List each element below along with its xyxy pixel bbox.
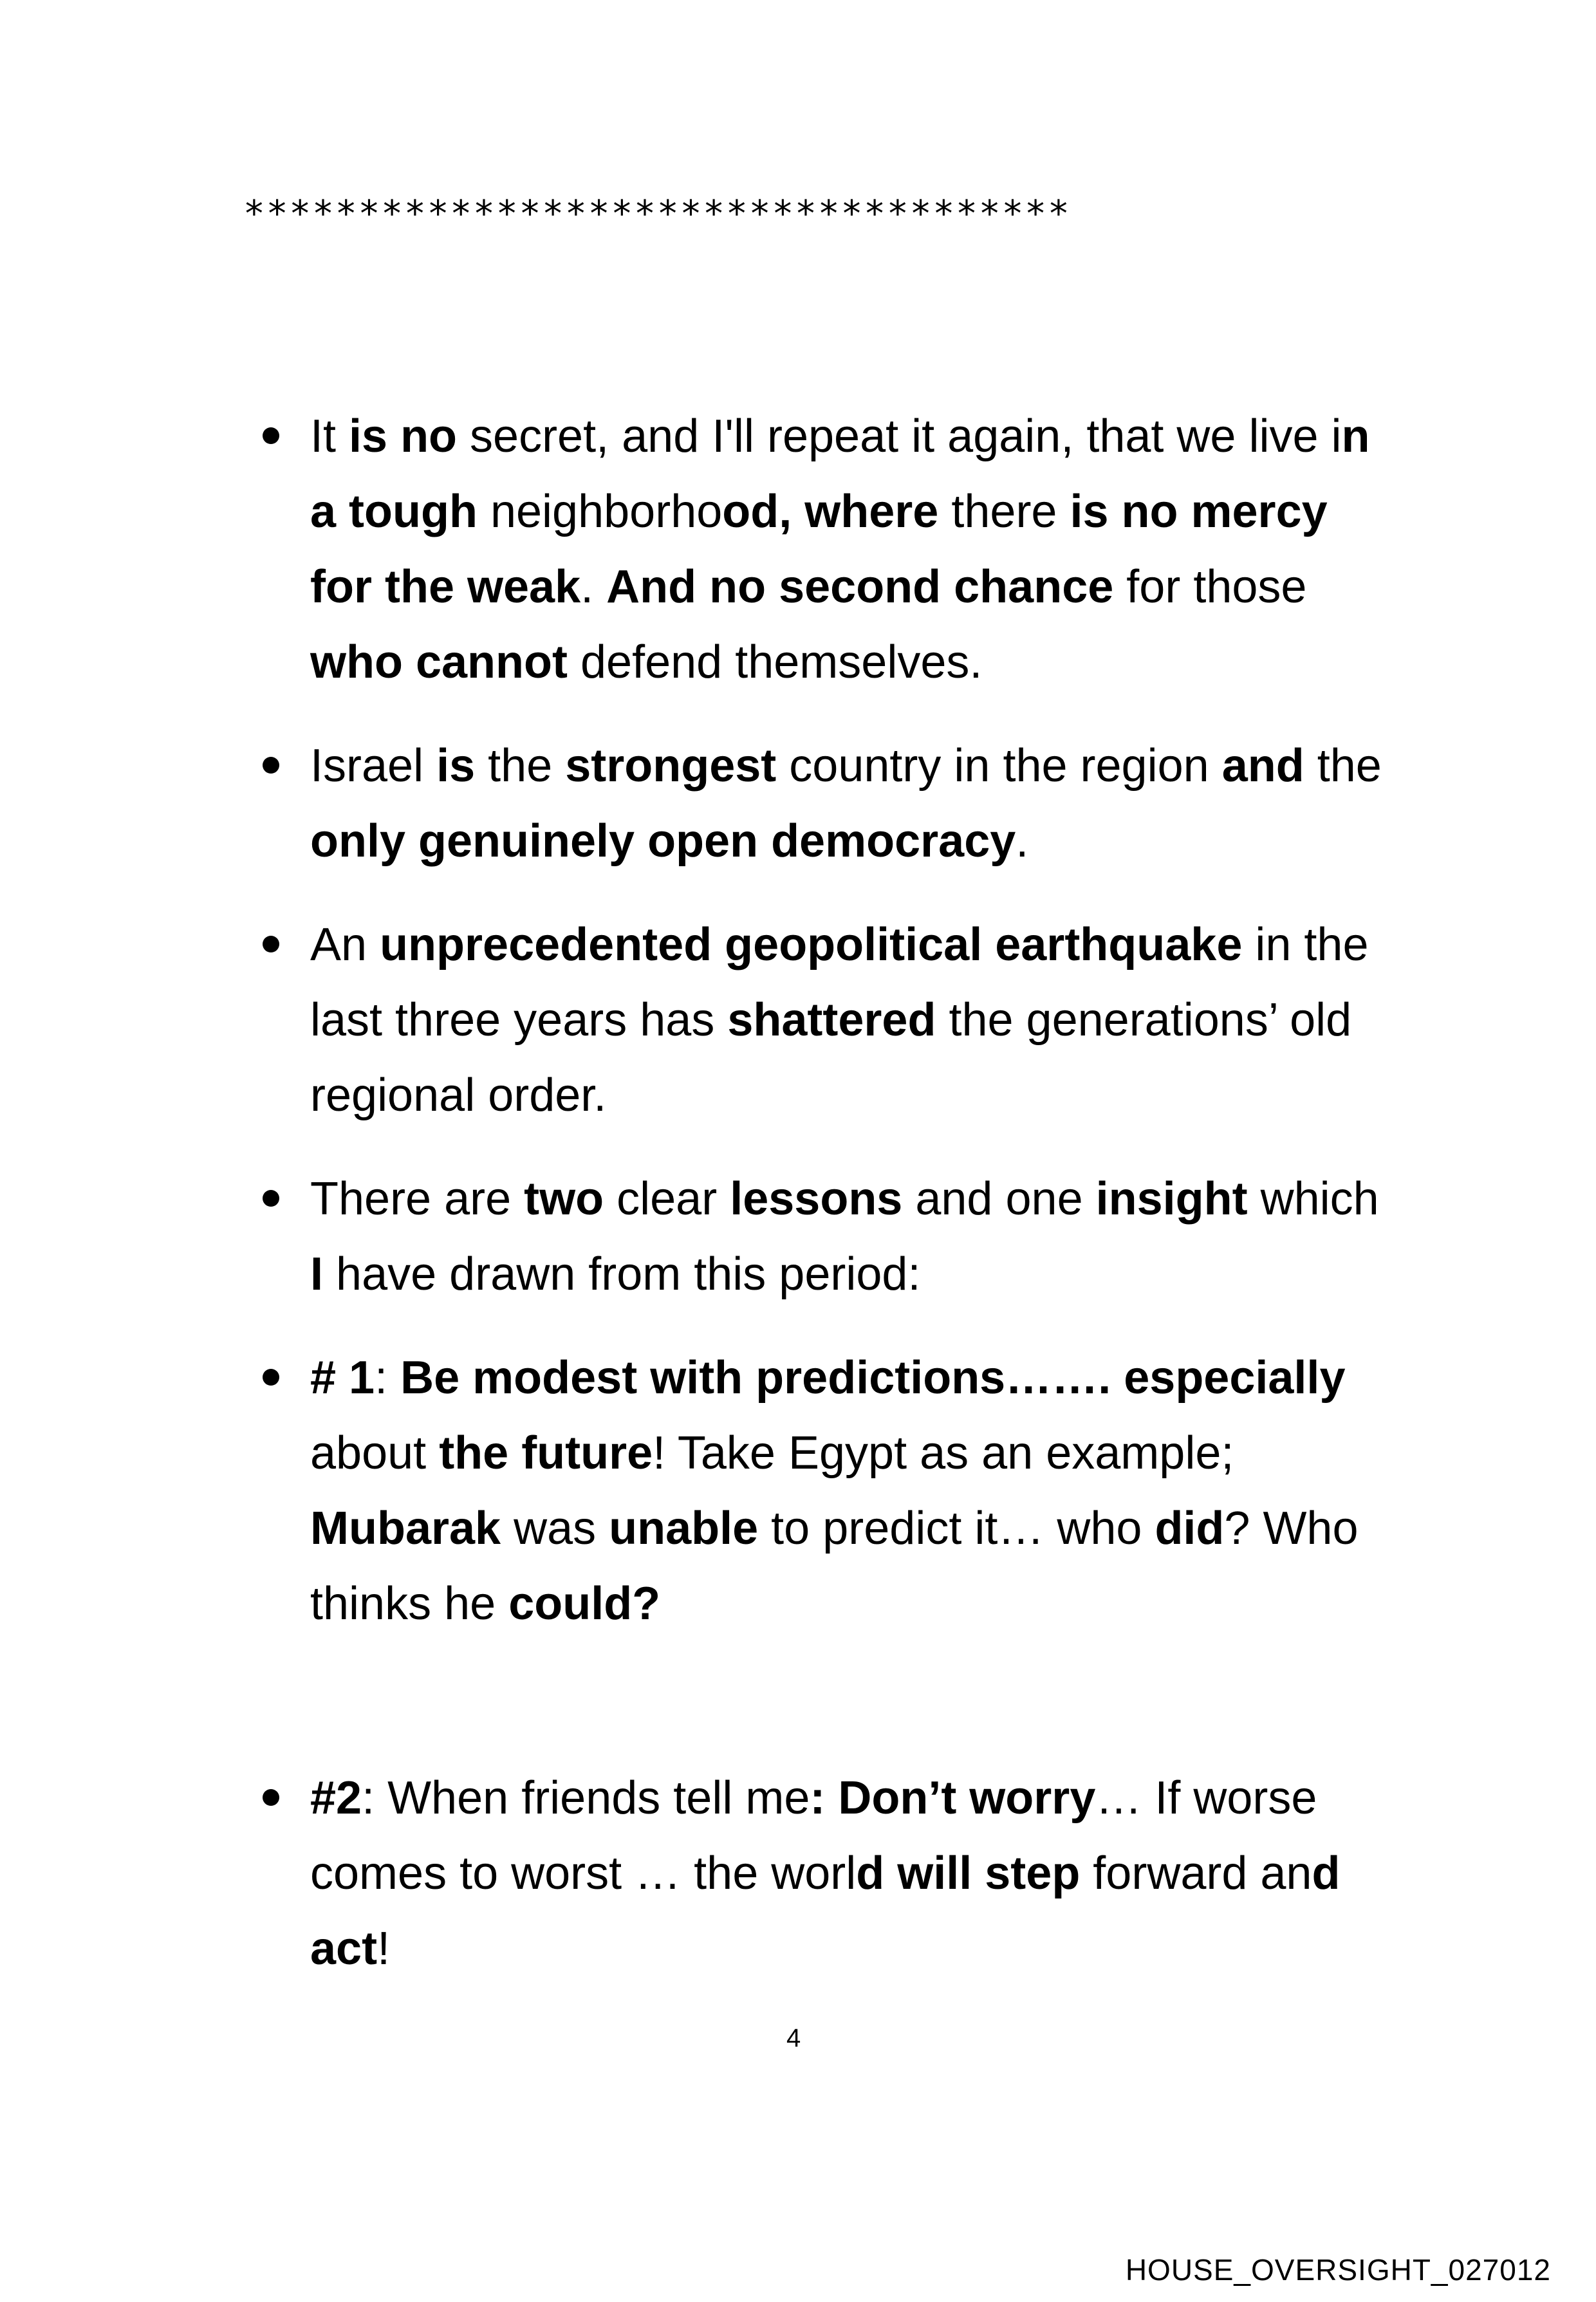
bold-segment: did bbox=[1155, 1503, 1225, 1554]
text-segment: neighborho bbox=[477, 486, 723, 537]
text-segment: : When friends tell me bbox=[362, 1772, 810, 1824]
text-segment: there bbox=[938, 486, 1070, 537]
text-segment: : bbox=[375, 1352, 401, 1404]
bold-segment: two bbox=[524, 1173, 604, 1225]
bold-segment: : Don’t worry bbox=[810, 1772, 1096, 1824]
bullet-dot-icon bbox=[263, 936, 279, 952]
text-segment: the bbox=[475, 740, 566, 792]
bold-segment: is no mercy for the weak bbox=[310, 486, 1328, 613]
bullet-text bbox=[310, 411, 1369, 688]
bullet-item-5 bbox=[257, 1341, 1390, 1642]
bold-segment: insight bbox=[1095, 1173, 1248, 1225]
text-segment: … If worse comes to worst … the worl bbox=[310, 1772, 1317, 1899]
bold-segment: is no bbox=[349, 411, 458, 462]
text-segment: which bbox=[1247, 1173, 1379, 1225]
bold-segment: unable bbox=[609, 1503, 759, 1554]
bullet-text bbox=[310, 919, 1369, 1121]
bold-segment: is bbox=[436, 740, 476, 792]
bullet-item-2 bbox=[257, 729, 1390, 879]
bullet-item-1 bbox=[257, 399, 1390, 700]
text-segment: country in the region bbox=[776, 740, 1222, 792]
text-segment: ! Take Egypt as an example; bbox=[653, 1427, 1234, 1479]
text-segment: clear bbox=[604, 1173, 730, 1225]
text-segment: ? Who thinks he bbox=[310, 1503, 1359, 1629]
bold-segment: od, where bbox=[722, 486, 939, 537]
text-segment: Israel bbox=[310, 740, 437, 792]
text-segment: defend themselves. bbox=[567, 636, 983, 688]
bold-segment: only genuinely open democracy bbox=[310, 815, 1016, 867]
bold-segment: could? bbox=[508, 1578, 661, 1629]
text-segment: was bbox=[501, 1503, 609, 1554]
text-segment: ! bbox=[377, 1923, 391, 1974]
text-segment: . bbox=[580, 561, 607, 613]
text-segment: in the last three years has bbox=[310, 919, 1369, 1046]
text-segment: forward an bbox=[1080, 1848, 1312, 1899]
bold-segment: Mubarak bbox=[310, 1503, 501, 1554]
bullet-dot-icon bbox=[263, 1789, 279, 1806]
bold-segment: and bbox=[1221, 740, 1304, 792]
bold-segment: shattered bbox=[727, 994, 936, 1046]
text-segment: An bbox=[310, 919, 380, 970]
bullet-text bbox=[310, 1352, 1359, 1629]
bullet-item-6 bbox=[257, 1761, 1390, 1987]
bullet-list bbox=[257, 399, 1390, 2015]
bold-segment: who cannot bbox=[310, 636, 568, 688]
text-segment: have drawn from this period: bbox=[323, 1248, 921, 1300]
bold-segment: unprecedented geopolitical earthquake bbox=[380, 919, 1243, 970]
bold-segment: n a tough bbox=[310, 411, 1370, 537]
bullet-dot-icon bbox=[263, 1369, 279, 1386]
text-segment: and one bbox=[902, 1173, 1096, 1225]
text-segment: It bbox=[310, 411, 349, 462]
bullet-text bbox=[310, 1173, 1379, 1300]
text-segment: to predict it… who bbox=[758, 1503, 1155, 1554]
bullet-dot-icon bbox=[263, 427, 279, 444]
bold-segment: d will step bbox=[856, 1848, 1081, 1899]
bold-segment: lessons bbox=[730, 1173, 903, 1225]
bold-segment: And no second chance bbox=[606, 561, 1114, 613]
bold-segment: strongest bbox=[565, 740, 777, 792]
text-segment: about bbox=[310, 1427, 440, 1479]
bold-segment: Be modest with predictions……. especially bbox=[400, 1352, 1346, 1404]
bold-segment: d act bbox=[310, 1848, 1341, 1974]
asterisk-separator: ************************************ bbox=[243, 193, 1071, 235]
bold-segment: the future bbox=[439, 1427, 653, 1479]
bold-segment: #2 bbox=[310, 1772, 362, 1824]
bold-segment: I bbox=[310, 1248, 324, 1300]
page-number: 4 bbox=[786, 2024, 801, 2052]
bullet-dot-icon bbox=[263, 757, 279, 774]
text-segment: the bbox=[1304, 740, 1382, 792]
bullet-text bbox=[310, 740, 1382, 867]
text-segment: the generations’ old regional order. bbox=[310, 994, 1352, 1121]
bold-segment: # 1 bbox=[310, 1352, 375, 1404]
text-segment: There are bbox=[310, 1173, 524, 1225]
text-segment: for those bbox=[1113, 561, 1307, 613]
bullet-item-3 bbox=[257, 907, 1390, 1133]
text-segment: secret, and I'll repeat it again, that we live i bbox=[457, 411, 1342, 462]
bullet-text bbox=[310, 1772, 1340, 1974]
bates-number: HOUSE_OVERSIGHT_027012 bbox=[1125, 2253, 1551, 2287]
bullet-dot-icon bbox=[263, 1190, 279, 1207]
text-segment: . bbox=[1016, 815, 1029, 867]
bullet-item-4 bbox=[257, 1162, 1390, 1312]
